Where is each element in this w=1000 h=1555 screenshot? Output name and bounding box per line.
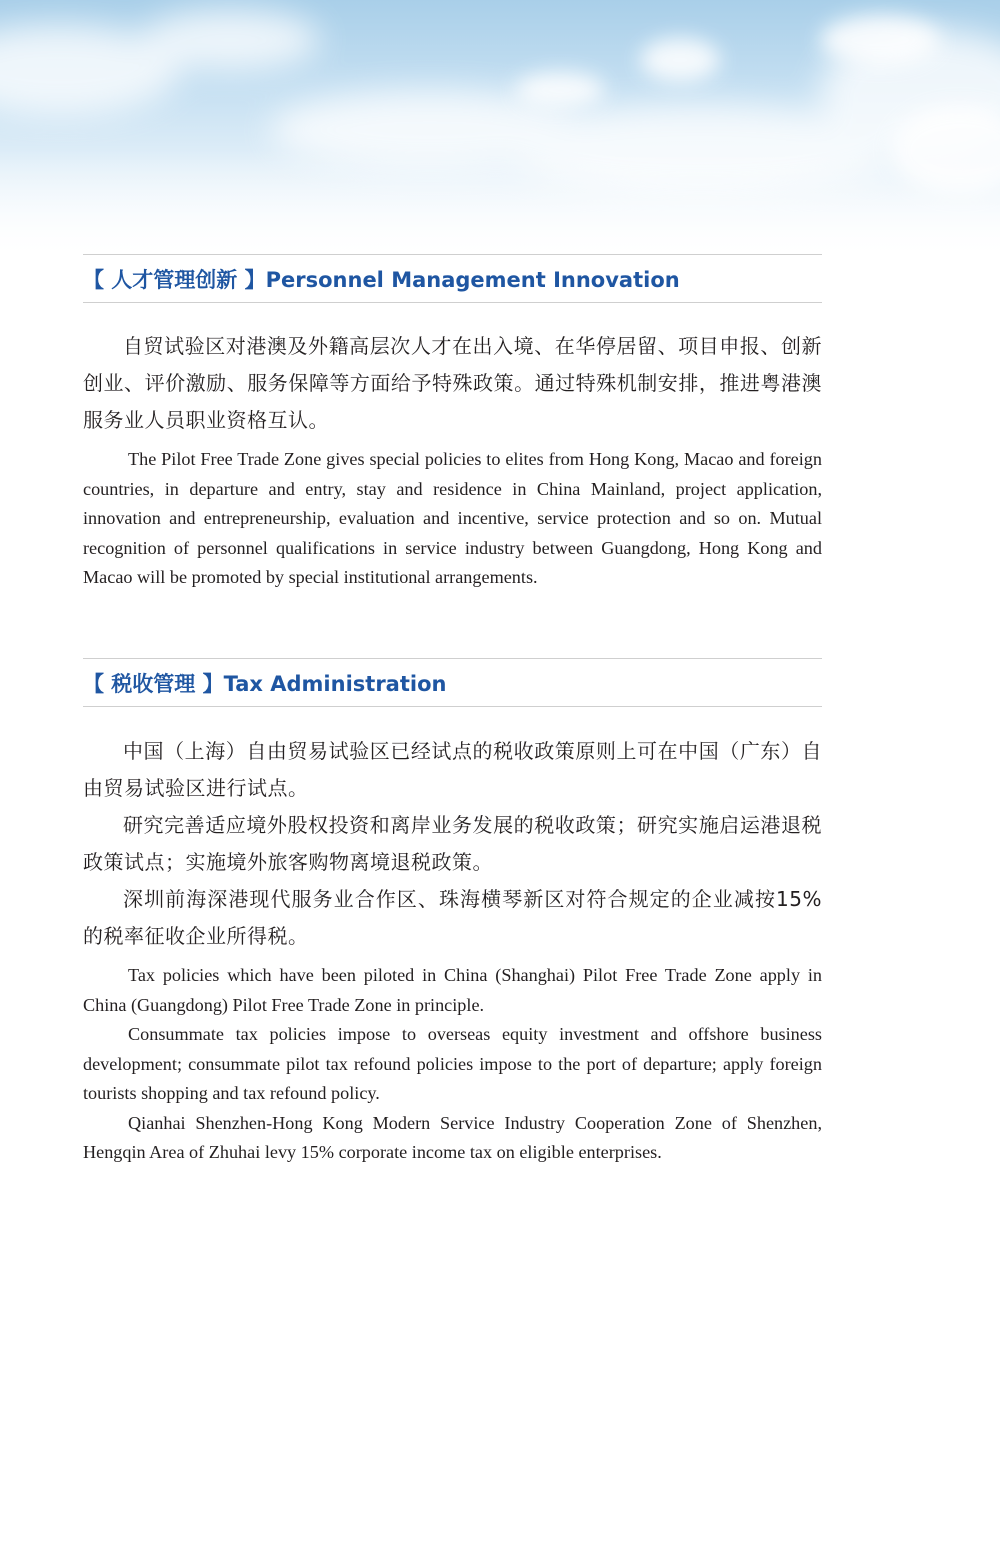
en-paragraph: Consummate tax policies impose to overseas equity investment and offshore business development; consummate pilot tax refound policies impose to the port of departure; apply foreign tourists shopping and tax refound policy. [83,1024,822,1103]
en-paragraph: The Pilot Free Trade Zone gives special policies to elites from Hong Kong, Macao and foreign countries, in departure and entry, stay and residence in China Mainland, project application, innovation and entrepreneurship, evaluation and incentive, service protection and so on. Mutual recognition of personnel qualifications in service industry between Guangdong, Hong Kong and Macao will be promoted by special institutional arrangements. [83,449,822,587]
section-title: 【 税收管理 】Tax Administration [83,658,822,707]
section-tax [83,658,822,1168]
zh-paragraph: 自贸试验区对港澳及外籍高层次人才在出入境、在华停居留、项目申报、创新创业、评价激励、服务保障等方面给予特殊政策。通过特殊机制安排，推进粤港澳服务业人员职业资格互认。 [83,334,822,432]
section-title: 【 人才管理创新 】Personnel Management Innovation [83,254,822,303]
zh-paragraph: 中国（上海）自由贸易试验区已经试点的税收政策原则上可在中国（广东）自由贸易试验区进行试点。 [83,739,822,800]
en-paragraph: Qianhai Shenzhen-Hong Kong Modern Service Industry Cooperation Zone of Shenzhen, Hengqin Area of Zhuhai levy 15% corporate income tax on eligible enterprises. [83,1112,822,1162]
zh-paragraph: 深圳前海深港现代服务业合作区、珠海横琴新区对符合规定的企业减按15%的税率征收企业所得税。 [83,887,822,948]
sky-banner [0,0,1000,260]
section-personnel [83,254,822,593]
zh-paragraph: 研究完善适应境外股权投资和离岸业务发展的税收政策；研究实施启运港退税政策试点；实施境外旅客购物离境退税政策。 [83,813,822,874]
cloud-decoration [0,0,1000,260]
en-paragraph: Tax policies which have been piloted in China (Shanghai) Pilot Free Trade Zone apply in China (Guangdong) Pilot Free Trade Zone in principle. [83,965,822,1015]
